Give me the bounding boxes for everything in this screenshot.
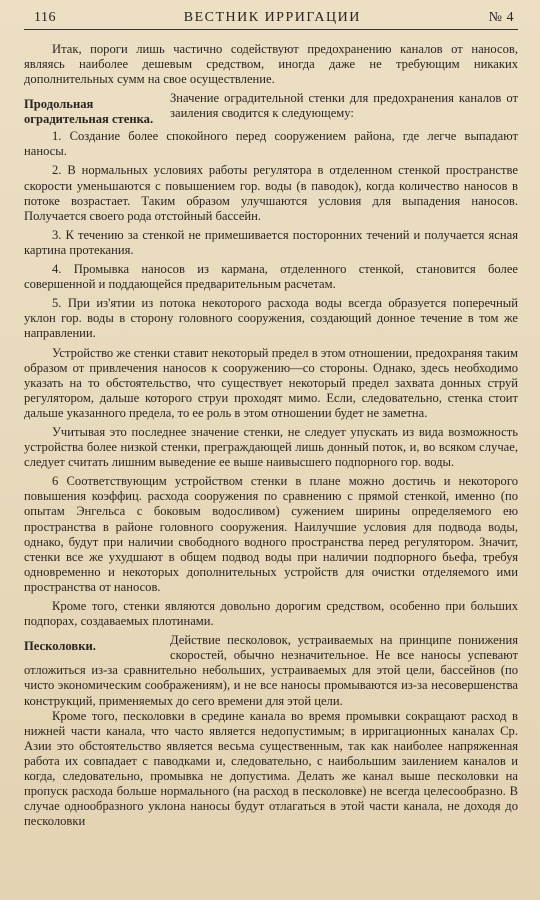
paragraph: Устройство же стенки ставит некоторый предел в этом отношении, предохраняя таким образом от привлечения наносов к сооружению—со стороны. Однако, здесь необходимо указать на то обстоятельство, что существует некоторый предел захвата донных струй регулятором, дальше которого струи проходят мимо. Если, следовательно, стенка стоит дальше указанного предела, то ее роль в этом отношении будет не заметна. (24, 345, 518, 420)
issue-number: № 4 (488, 10, 514, 25)
paragraph: Учитывая это последнее значение стенки, не следует упускать из вида возможность устройства более низкой стенки, преграждающей лишь донный поток, и, во всяком случае, следует считать лишним выведение ее выше наивысшего подпорного гор. воды. (24, 424, 518, 470)
section-heading-wall: Продольная оградительная стенка. (24, 97, 154, 127)
list-item: 4. Промывка наносов из кармана, отделенного стенкой, становится более совершенной и поддающейся предварительным расчетам. (24, 262, 518, 292)
header-rule (24, 29, 518, 30)
paragraph: Кроме того, стенки являются довольно дорогим средством, особенно при больших подпорах, создаваемых плотинами. (24, 599, 518, 629)
list-item: 5. При из'ятии из потока некоторого расхода воды всегда образуется поперечный уклон гор. воды в сторону головного сооружения, создающий донное течение в том же направлении. (24, 296, 518, 341)
paragraph: Кроме того, песколовки в средине канала во время промывки сокращают расход в нижней части канала, что часто является недопустимым; в ирригационных каналах Ср. Азии это обстоятельство является весьма существенным, так как наиболее напряженная работа их совпадает с паводками и, следовательно, с наибольшим заилением каналов и когда, следовательно, промывка не допустима. Делать же канал выше песколовки на пропуск расхода больше нормального (на расход в песколовке) не всегда целесообразно. В случае однообразного уклона наносы будут отлагаться в этой части канала, не доходя до песколовки (24, 708, 518, 829)
section-heading-sandtraps: Песколовки. (24, 639, 96, 654)
page-number: 116 (34, 10, 56, 25)
section-lead-sandtraps: Действие песколовок, устраиваемых на принципе понижения скоростей, обычно незначительное. Не все наносы успевают отложиться из-за сравнительно небольших, устраиваемых для этой цели, бассейнов (по чисто экономическим соображениям), и не все наносы промываются из-за несовершенства конструкций, применяемых до сего времени для этой цели. (24, 633, 518, 708)
list-item: 2. В нормальных условиях работы регулятора в отделенном стенкой пространстве скорости уменьшаются с повышением гор. воды (в паводок), когда количество наносов в потоке возрастает. Таким образом улучшаются условия для выпадения наносов. Получается своего рода отстойный бассейн. (24, 163, 518, 223)
running-header (24, 10, 518, 26)
journal-title: ВЕСТНИК ИРРИГАЦИИ (183, 10, 361, 25)
section-wall (24, 91, 518, 129)
section-sandtraps (24, 633, 518, 708)
article-body (24, 42, 518, 829)
list-item: 1. Создание более спокойного перед сооружением района, где легче выпадают наносы. (24, 129, 518, 159)
section-lead-wall: Значение оградительной стенки для предохранения каналов от заиления сводится к следующему: (170, 91, 518, 121)
list-item: 3. К течению за стенкой не примешивается посторонних течений и получается ясная картина протекания. (24, 227, 518, 257)
paragraph: 6 Соответствующим устройством стенки в плане можно достичь и некоторого повышения коэффиц. расхода сооружения по сравнению с прямой стенкой, именно (по опытам Энгельса с боковым водосливом) сужением ширины определяемого ею пространства в районе головного сооружения. Наилучшие условия для подвода воды, однако, будут при наличии свободного водного пространства перед регулятором. Значит, стенки все же ухудшают в общем подвод воды при наличии подпорного бьефа, требуя одновременно и некоторых дополнительных устройств для очистки отделяемого ими пространства от наносов. (24, 474, 518, 594)
intro-paragraph: Итак, пороги лишь частично содействуют предохранению каналов от наносов, являясь наиболее дешевым средством, иногда даже не требующим никаких дополнительных сумм на свое осуществление. (24, 42, 518, 87)
